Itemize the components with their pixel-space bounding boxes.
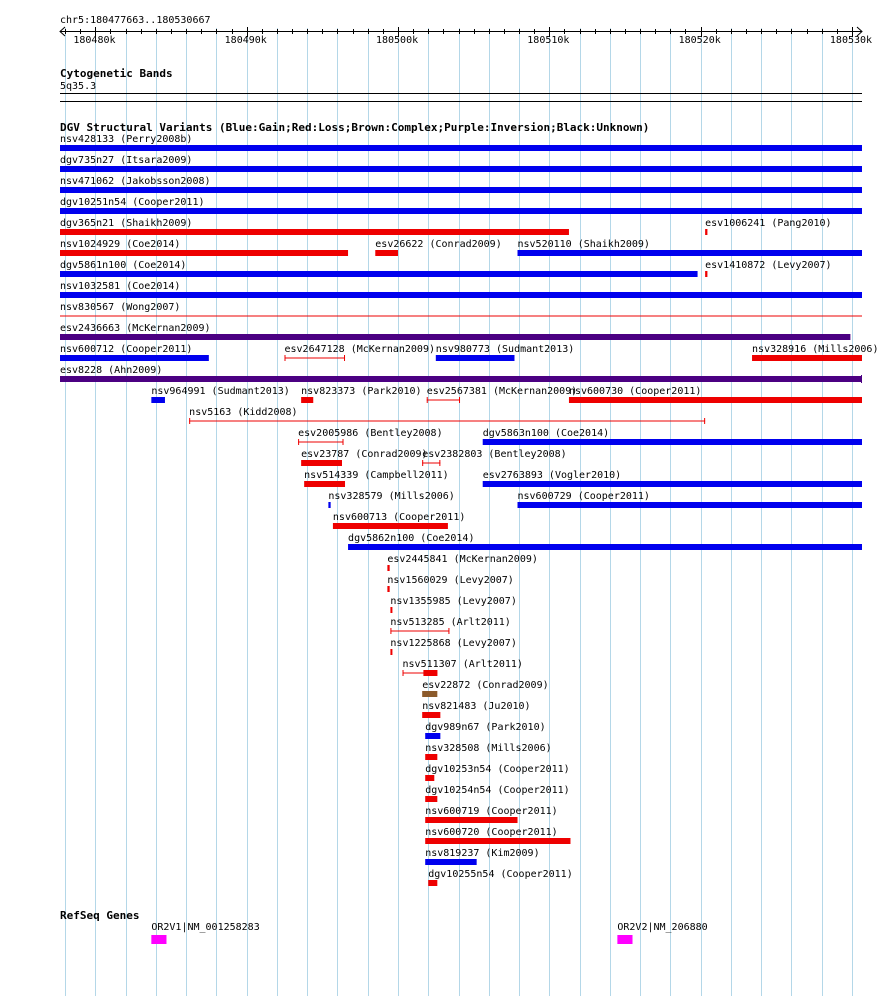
sv-gain-glyph [151,397,165,403]
sv-span-start-tick [427,397,428,403]
sv-label[interactable]: esv1410872 (Levy2007) [705,260,832,271]
sv-loss-glyph [423,670,437,676]
sv-loss-glyph [60,316,862,317]
sv-gain-glyph [518,250,862,256]
sv-loss-glyph [569,397,862,403]
sv-label[interactable]: nsv328916 (Mills2006) [752,344,879,355]
sv-label[interactable]: dgv10255n54 (Cooper2011) [428,869,573,880]
sv-label[interactable]: dgv5861n100 (Coe2014) [60,260,187,271]
sv-label[interactable]: nsv511307 (Arlt2011) [402,659,523,670]
sv-loss-glyph [60,250,348,256]
sv-loss-glyph [301,460,342,466]
sv-label[interactable]: nsv471062 (Jakobsson2008) [60,176,211,187]
ruler-tick-label: 180520k [678,35,721,46]
sv-label[interactable]: nsv821483 (Ju2010) [422,701,531,712]
sv-gain-glyph [60,292,862,298]
sv-label[interactable]: esv2647128 (McKernan2009) [284,344,435,355]
sv-loss-glyph [428,880,437,886]
sv-loss-glyph [301,397,313,403]
ruler-tick-label: 180480k [73,35,116,46]
sv-loss-glyph [425,754,437,760]
sv-label[interactable]: esv26622 (Conrad2009) [375,239,502,250]
sv-gain-glyph [60,166,862,172]
sv-loss-glyph [333,523,448,529]
sv-loss-glyph [304,481,345,487]
cytoband-line-top [60,93,862,94]
sv-loss-glyph [422,712,440,718]
sv-label[interactable]: nsv600729 (Cooper2011) [517,491,650,502]
sv-gain-glyph [60,355,209,361]
sv-span-start-tick [284,355,285,361]
sv-label[interactable]: nsv513285 (Arlt2011) [390,617,511,628]
sv-label[interactable]: esv8228 (Ahn2009) [60,365,163,376]
sv-loss-glyph [705,229,707,235]
sv-gain-glyph [483,481,862,487]
sv-label[interactable]: esv2445841 (McKernan2009) [387,554,538,565]
sv-label[interactable]: dgv10254n54 (Cooper2011) [425,785,570,796]
ruler-tick-label: 180490k [224,35,267,46]
sv-label[interactable]: nsv5163 (Kidd2008) [189,407,298,418]
sv-span-end-tick [439,460,440,466]
ruler-tick-label: 180500k [375,35,419,46]
sv-label[interactable]: dgv10251n54 (Cooper2011) [60,197,205,208]
ruler-tick-label: 180510k [527,35,570,46]
sv-label[interactable]: esv2382803 (Bentley2008) [422,449,567,460]
sv-label[interactable]: nsv823373 (Park2010) [301,386,422,397]
sv-label[interactable]: dgv365n21 (Shaikh2009) [60,218,193,229]
sv-label[interactable]: esv1006241 (Pang2010) [705,218,832,229]
gene-glyph [617,935,632,944]
sv-span-end-tick [459,397,460,403]
sv-span-end-tick [343,439,344,445]
ruler-tick-label: 180530k [829,35,873,46]
gene-glyph [151,935,166,944]
sv-label[interactable]: nsv830567 (Wong2007) [60,302,181,313]
sv-loss-glyph [387,565,389,571]
sv-label[interactable]: esv22872 (Conrad2009) [422,680,549,691]
cytoband-line-bottom [60,101,862,102]
sv-label[interactable]: esv2763893 (Vogler2010) [482,470,622,481]
sv-label[interactable]: nsv819237 (Kim2009) [425,848,540,859]
sv-loss-glyph [284,358,345,359]
sv-label[interactable]: nsv1024929 (Coe2014) [60,239,181,250]
sv-loss-glyph [390,607,392,613]
sv-loss-glyph [298,442,343,443]
sv-label[interactable]: dgv5862n100 (Coe2014) [348,533,475,544]
sv-label[interactable]: nsv600719 (Cooper2011) [425,806,558,817]
sv-label[interactable]: nsv514339 (Campbell2011) [304,470,449,481]
sv-complex-glyph [422,691,437,697]
sv-span-start-tick [403,670,404,676]
sv-gain-glyph [60,271,698,277]
sv-label[interactable]: nsv600720 (Cooper2011) [425,827,558,838]
sv-label[interactable]: nsv600712 (Cooper2011) [60,344,193,355]
sv-span-start-tick [298,439,299,445]
sv-label[interactable]: nsv1225868 (Levy2007) [390,638,517,649]
sv-gain-glyph [425,733,440,739]
sv-label[interactable]: nsv1032581 (Coe2014) [60,281,181,292]
sv-label[interactable]: dgv989n67 (Park2010) [425,722,546,733]
sv-span-start-tick [189,418,190,424]
sv-gain-glyph [425,859,476,865]
sv-inversion-glyph [60,376,862,382]
sv-loss-glyph [425,838,570,844]
sv-label[interactable]: esv2005986 (Bentley2008) [298,428,443,439]
sv-loss-glyph [387,586,389,592]
gene-label[interactable]: OR2V2|NM_206880 [617,922,708,933]
sv-span-end-tick [448,628,449,634]
sv-inversion-glyph [60,334,850,340]
refseq-track-title[interactable]: RefSeq Genes [60,909,140,922]
sv-label[interactable]: nsv520110 (Shaikh2009) [517,239,650,250]
sv-label[interactable]: esv2436663 (McKernan2009) [60,323,211,334]
sv-label[interactable]: esv23787 (Conrad2009) [301,449,428,460]
sv-label[interactable]: dgv5863n100 (Coe2014) [482,428,610,439]
sv-gain-glyph [518,502,862,508]
sv-label[interactable]: nsv328579 (Mills2006) [328,491,455,502]
sv-span-end-tick [704,418,705,424]
dgv-track-title[interactable]: DGV Structural Variants (Blue:Gain;Red:Loss;Brown:Complex;Purple:Inversion;Black:Unknown) [60,121,650,134]
sv-loss-glyph [705,271,707,277]
cytoband-label: 5q35.3 [60,81,97,92]
sv-loss-glyph [422,463,440,464]
sv-loss-glyph [60,229,569,235]
sv-loss-glyph [189,421,705,422]
sv-label[interactable]: dgv735n27 (Itsara2009) [60,155,193,166]
sv-gain-glyph [483,439,862,445]
sv-label[interactable]: nsv600713 (Cooper2011) [332,512,466,523]
sv-label[interactable]: nsv964991 (Sudmant2013) [151,386,290,397]
sv-label[interactable]: nsv428133 (Perry2008b) [60,134,193,145]
ruler-axis [60,27,862,102]
sv-loss-glyph [425,775,434,781]
sv-label[interactable]: nsv600730 (Cooper2011) [568,386,702,397]
sv-span-end-tick [344,355,345,361]
sv-label[interactable]: nsv328508 (Mills2006) [425,743,552,754]
sv-gain-glyph [328,502,330,508]
sv-gain-glyph [60,208,862,214]
sv-gain-glyph [436,355,515,361]
sv-label[interactable]: nsv980773 (Sudmant2013) [435,344,575,355]
sv-span-start-tick [422,460,423,466]
sv-label[interactable]: dgv10253n54 (Cooper2011) [425,764,570,775]
region-label: chr5:180477663..180530667 [60,15,211,26]
sv-span-start-tick [390,628,391,634]
sv-loss-glyph [427,400,460,401]
sv-loss-glyph [425,817,517,823]
gene-label[interactable]: OR2V1|NM_001258283 [151,922,260,933]
sv-loss-glyph [425,796,437,802]
sv-label[interactable]: nsv1355985 (Levy2007) [390,596,517,607]
sv-label[interactable]: nsv1560029 (Levy2007) [387,575,514,586]
sv-gain-glyph [60,187,862,193]
sv-gain-glyph [348,544,862,550]
sv-loss-glyph [390,631,449,632]
sv-gain-glyph [60,145,862,151]
cytoband-track-title[interactable]: Cytogenetic Bands [60,67,173,80]
sv-loss-glyph [752,355,862,361]
sv-label[interactable]: esv2567381 (McKernan2009) [426,386,578,397]
sv-loss-glyph [390,649,392,655]
sv-loss-glyph [375,250,398,256]
